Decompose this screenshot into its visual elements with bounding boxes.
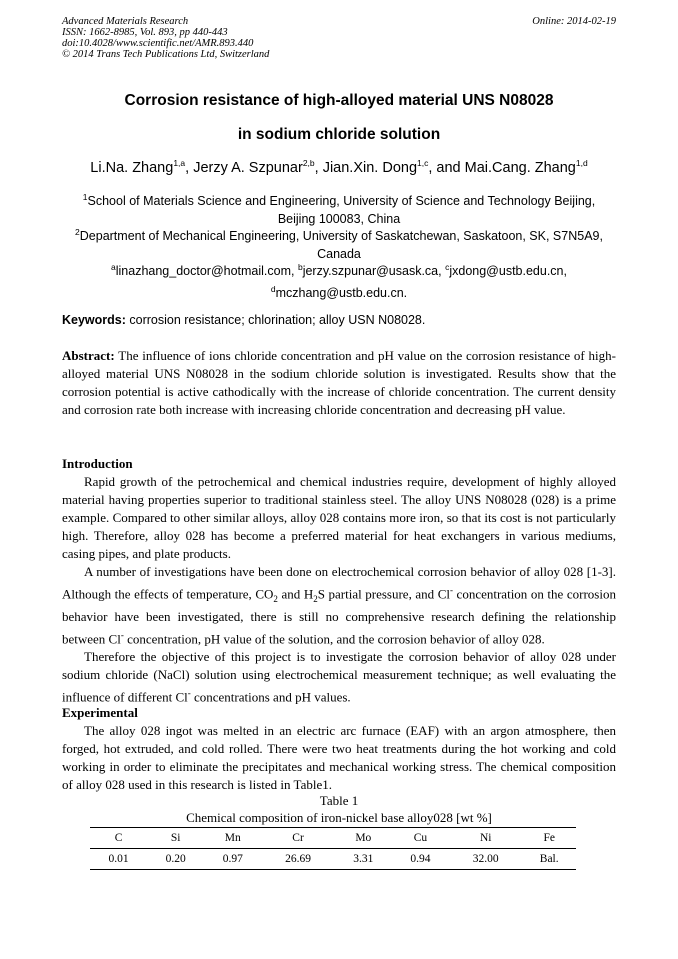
author: Mai.Cang. Zhang$^{1,d}$ xyxy=(464,158,588,176)
table-cell: 0.97 xyxy=(222,853,243,865)
table-caption: Chemical composition of iron-nickel base alloy028 [wt %] xyxy=(186,810,492,825)
abstract xyxy=(62,347,616,419)
author: Jerzy A. Szpunar$^{2,b}$, xyxy=(193,158,323,176)
journal-header xyxy=(62,16,269,60)
paragraph: The alloy 028 ingot was melted in an electric arc furnace (EAF) with an argon atmosphere, then forged, hot extruded, and cold rolled. There were two heat treatments during the hot working and cold working in order to eliminate the precipitates and mechanical working stress. The chemical composition of alloy 028 used in this research is listed in Table1. xyxy=(62,723,616,792)
author-list xyxy=(40,158,638,176)
table-header-cell: Mo xyxy=(355,832,372,844)
author: Li.Na. Zhang$^{1,a}$, xyxy=(90,158,194,176)
journal-copyright: © 2014 Trans Tech Publications Ltd, Switzerland xyxy=(62,49,270,60)
table-row xyxy=(90,849,576,870)
email-link[interactable]: jxdong@ustb.edu.cn xyxy=(449,264,564,279)
table-header-cell: Cr xyxy=(292,832,304,844)
table-cell: 0.20 xyxy=(165,853,186,865)
email-link[interactable]: linazhang_doctor@hotmail.com xyxy=(115,264,292,279)
table-header-cell: Si xyxy=(170,832,181,844)
affiliation-2: $^2$Department of Mechanical Engineering, University of Saskatchewan, Saskatoon, SK, S7N5A9, Canada xyxy=(75,227,603,261)
table-header-cell: C xyxy=(114,832,123,844)
journal-name: Advanced Materials Research xyxy=(62,16,189,27)
keywords xyxy=(62,313,616,327)
table-label: Table 1 xyxy=(319,793,359,808)
section-heading-experimental: Experimental xyxy=(62,705,138,720)
table-cell: Bal. xyxy=(539,853,559,865)
journal-doi: doi:10.4028/www.scientific.net/AMR.893.440 xyxy=(62,38,254,49)
paper-title-line-2: in sodium chloride solution xyxy=(237,126,441,143)
paragraph: A number of investigations have been done on electrochemical corrosion behavior of alloy 028 [1-3]. Although the effects of temperature, $CO_2$ and $H_2S$ partial pressure, and Cl- concentration on the corrosion behavior have been investigated, there is still no comprehensive research defining the relationship between Cl- concentration, pH value of the solution, and the corrosion behavior of alloy 028. xyxy=(62,564,616,647)
table-header-cell: Ni xyxy=(479,832,492,844)
table-header-cell: Mn xyxy=(224,832,241,844)
abstract-label: Abstract: xyxy=(62,348,115,363)
paragraph: Therefore the objective of this project is to investigate the corrosion behavior of alloy 028 under sodium chloride (NaCl) solution using electrochemical measurement technique; as well evaluating the influence of different Cl- concentrations and pH values. xyxy=(62,649,616,705)
email-link[interactable]: mczhang@ustb.edu.cn. xyxy=(275,285,408,300)
author: Jian.Xin. Dong$^{1,c}$, and xyxy=(322,158,465,176)
table-cell: 0.94 xyxy=(410,853,431,865)
author-emails: $^a$linazhang_doctor@hotmail.com, $^b$jerzy.szpunar@usask.ca, $^c$jxdong@ustb.edu.cn, $^d$mczhang@ustb.edu.cn. xyxy=(111,262,567,300)
experimental-body xyxy=(62,722,616,794)
online-date: Online: 2014-02-19 xyxy=(532,16,616,27)
paragraph: Rapid growth of the petrochemical and chemical industries require, development of highly alloyed material having properties superior to traditional stainless steel. The alloy UNS N08028 (028) is a prime example. Compared to other similar alloys, alloy 028 contains more iron, so that its cost is not particularly high. Therefore, alloy 028 has become a preferred material for heat exchangers in various mediums, casing pipes, and plate products. xyxy=(62,474,616,561)
table-cell: 3.31 xyxy=(353,853,374,865)
section-heading-introduction: Introduction xyxy=(62,456,133,471)
affiliation-1: $^1$School of Materials Science and Engineering, University of Science and Technology Beijing, Beijing 100083, China xyxy=(82,192,596,226)
paper-title-line-1: Corrosion resistance of high-alloyed material UNS N08028 xyxy=(124,92,554,109)
email-link[interactable]: jerzy.szpunar@usask.ca xyxy=(302,264,439,279)
table-header-row xyxy=(90,828,576,849)
table-header-cell: Fe xyxy=(543,832,555,844)
table-cell: 0.01 xyxy=(108,853,129,865)
keywords-label: Keywords: xyxy=(62,313,126,327)
journal-issn: ISSN: 1662-8985, Vol. 893, pp 440-443 xyxy=(62,27,228,38)
composition-table xyxy=(90,827,576,870)
keywords-text: corrosion resistance; chlorination; alloy USN N08028. xyxy=(125,313,426,327)
table-cell: 32.00 xyxy=(472,853,499,865)
table-header-cell: Cu xyxy=(413,832,428,844)
abstract-text: The influence of ions chloride concentration and pH value on the corrosion resistance of high-alloyed material UNS N08028 in the sodium chloride solution is investigated. Results show that the corrosion potential is active cathodically with the increase of chloride concentration. The current density and corrosion rate both increase with increasing chloride concentration and decreasing pH value. xyxy=(62,348,616,417)
table-cell: 26.69 xyxy=(285,853,311,865)
introduction-body xyxy=(62,473,616,707)
